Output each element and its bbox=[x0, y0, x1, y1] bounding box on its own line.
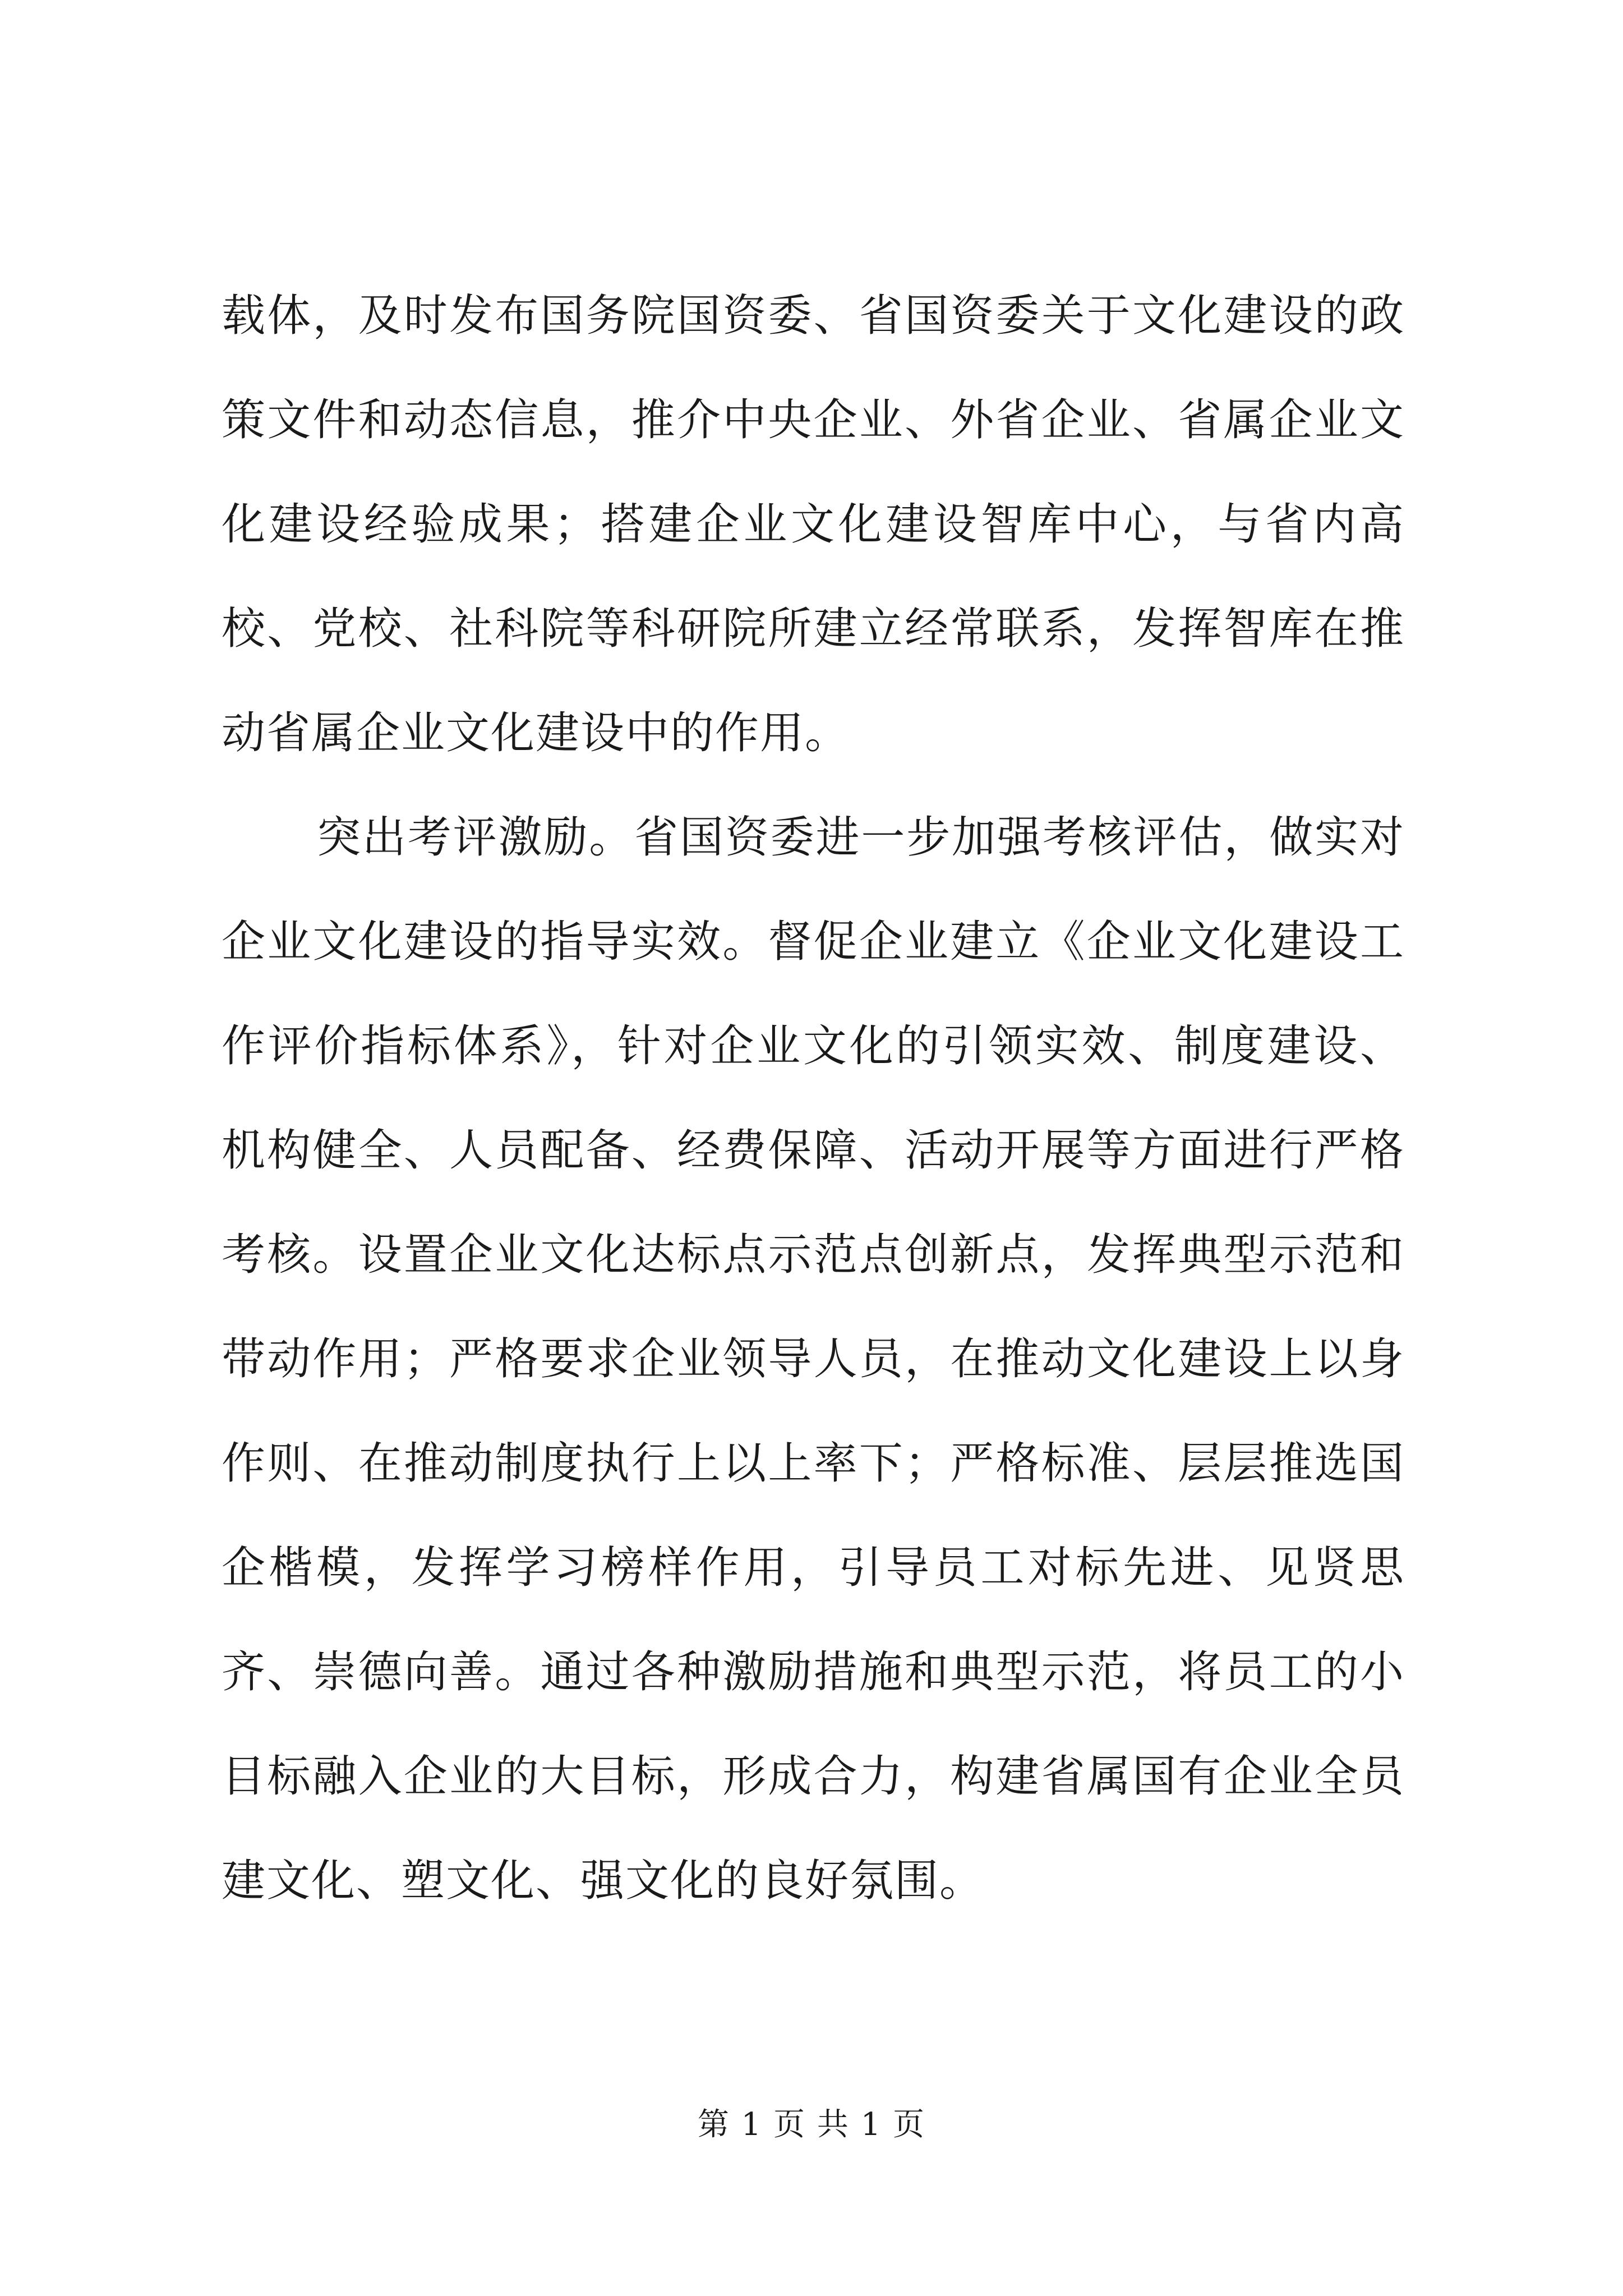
document-body bbox=[222, 264, 1405, 1933]
page-number-footer: 第 1 页 共 1 页 bbox=[697, 2106, 926, 2143]
body-paragraph-1: 载体，及时发布国务院国资委、省国资委关于文化建设的政策文件和动态信息，推介中央企业、外省企业、省属企业文化建设经验成果；搭建企业文化建设智库中心，与省内高校、党校、社科院等科研院所建立经常联系，发挥智库在推动省属企业文化建设中的作用。 bbox=[222, 291, 1405, 758]
body-paragraph-2: 突出考评激励。省国资委进一步加强考核评估，做实对企业文化建设的指导实效。督促企业建立《企业文化建设工作评价指标体系》，针对企业文化的引领实效、制度建设、机构健全、人员配备、经费保障、活动开展等方面进行严格考核。设置企业文化达标点示范点创新点，发挥典型示范和带动作用；严格要求企业领导人员，在推动文化建设上以身作则、在推动制度执行上以上率下；严格标准、层层推选国企楷模，发挥学习榜样作用，引导员工对标先进、见贤思齐、崇德向善。通过各种激励措施和典型示范，将员工的小目标融入企业的大目标，形成合力，构建省属国有企业全员建文化、塑文化、强文化的良好氛围。 bbox=[222, 812, 1405, 1906]
